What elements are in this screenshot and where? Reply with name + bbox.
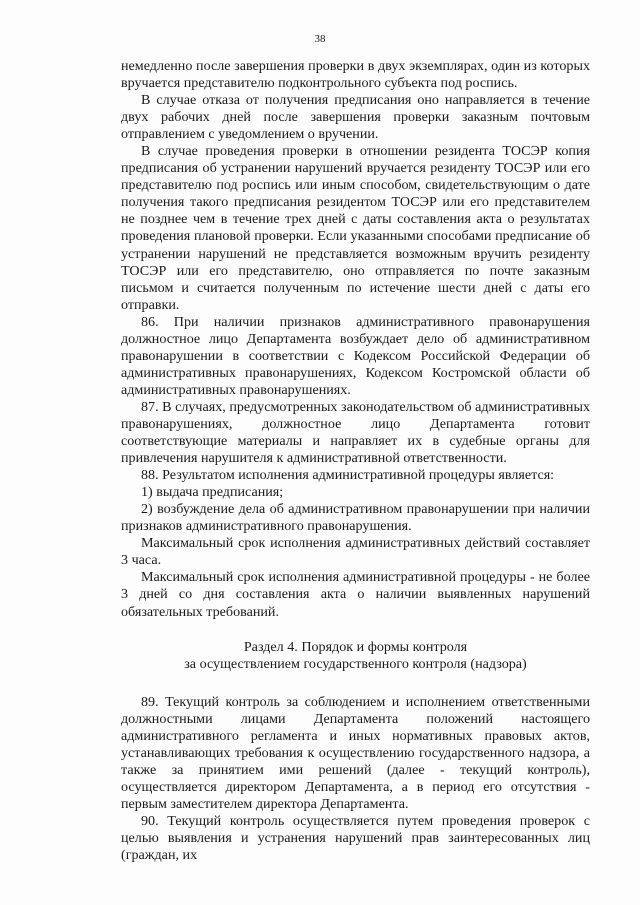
paragraph-refusal: В случае отказа от получения предписания оно направляется в течение двух рабочих дней после завершения проверки заказным почтовым отправлением с уведомлением о вручении. [121, 92, 590, 143]
paragraph-90: 90. Текущий контроль осуществляется путем проведения проверок с целью выявления и устранения нарушений прав заинтересованных лиц (граждан, их [121, 812, 590, 864]
page-number: 38 [314, 33, 326, 45]
paragraph-87: 87. В случаях, предусмотренных законодательством об административных правонарушениях, должностное лицо Департамента готовит соответствующие материалы и направляет их в судебные органы для привлечения нарушителя к административной ответственности. [121, 398, 590, 467]
section-heading-line-1: Раздел 4. Порядок и формы контроля [243, 638, 468, 655]
list-item-88-2: 2) возбуждение дела об административном правонарушении при наличии признаков административного правонарушения. [121, 501, 590, 535]
document-body [121, 58, 590, 864]
paragraph-tosr-resident: В случае проведения проверки в отношении резидента ТОСЭР копия предписания об устранении нарушений вручается резиденту ТОСЭР или его представителю под роспись или иным способом, свидетельствующим о дате получения такого предписания резидентом ТОСЭР или его представителем не позднее чем в течение трех дней с даты составления акта о результатах проведения плановой проверки. Если указанными способами предписание об устранении нарушений не представляется возможным вручить резиденту ТОСЭР или его представителю, оно отправляется по почте заказным письмом и считается полученным по истечение шести дней с даты его отправки. [121, 143, 590, 313]
paragraph-continuation: немедленно после завершения проверки в двух экземплярах, один из которых вручается представителю подконтрольного субъекта под роспись. [121, 58, 590, 92]
paragraph-86: 86. При наличии признаков административного правонарушения должностное лицо Департамента возбуждает дело об административном правонарушении в соответствии с Кодексом Российской Федерации об административных правонарушениях, Кодексом Костромской области об административных правонарушениях. [121, 313, 590, 398]
list-item-88-1: 1) выдача предписания; [141, 484, 284, 501]
paragraph-max-time-procedure: Максимальный срок исполнения административной процедуры - не более 3 дней со дня составления акта о наличии выявленных нарушений обязательных требований. [121, 569, 590, 620]
paragraph-89: 89. Текущий контроль за соблюдением и исполнением ответственными должностными лицами Департамента положений настоящего административного регламента и иных нормативных правовых актов, устанавливающих требования к осуществлению государственного надзора, а также за принятием ими решений (далее - текущий контроль), осуществляется директором Департамента, а в период его отсутствия - первым заместителем директора Департамента. [121, 693, 590, 812]
paragraph-88: 88. Результатом исполнения административной процедуры является: [141, 467, 555, 484]
section-heading-line-2: за осуществлением государственного контроля (надзора) [184, 655, 527, 672]
section-heading [121, 639, 590, 673]
paragraph-max-time-actions: Максимальный срок исполнения административных действий составляет 3 часа. [121, 535, 590, 569]
